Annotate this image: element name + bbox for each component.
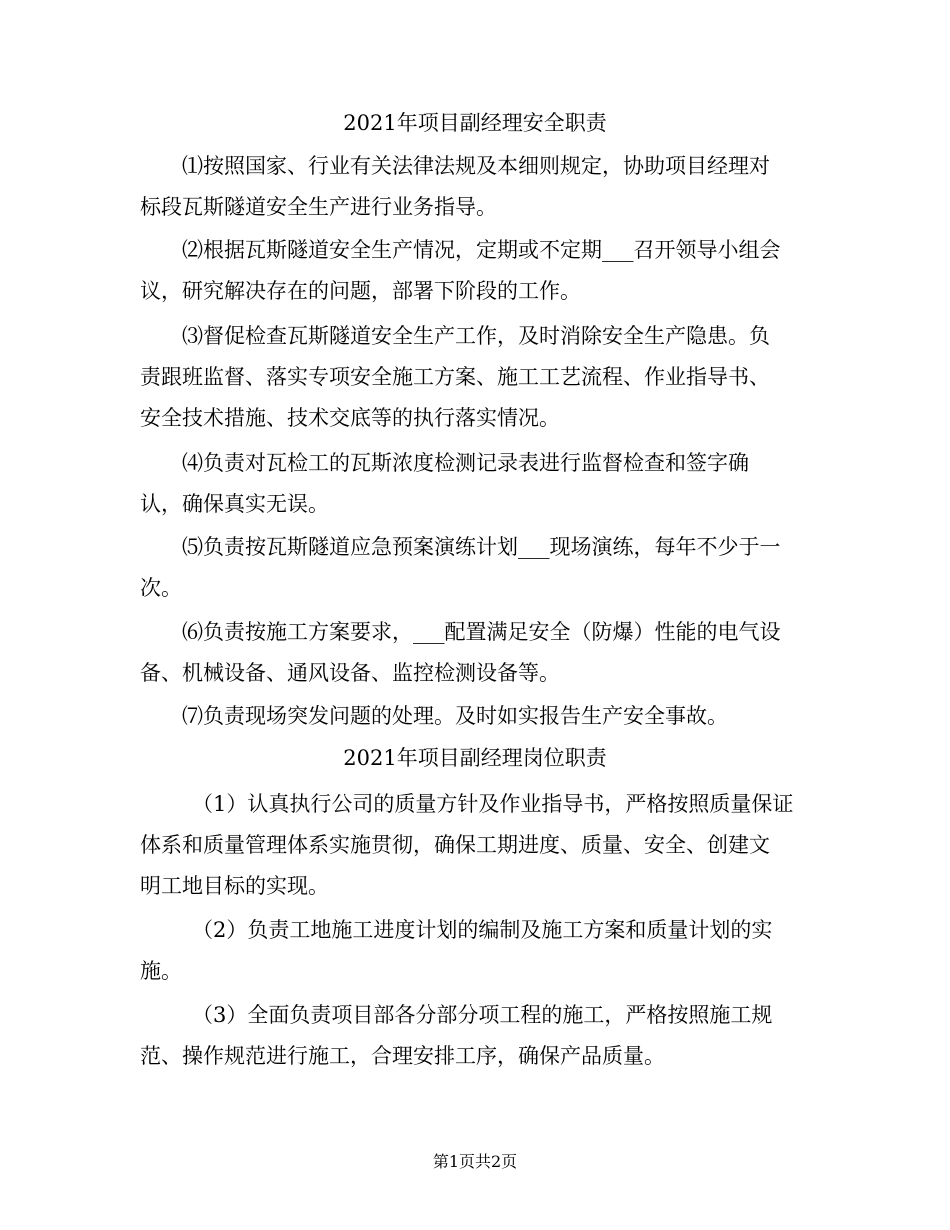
paragraph-line: 备、机械设备、通风设备、监控检测设备等。 [140, 661, 560, 685]
paragraph-line: 标段瓦斯隧道安全生产进行业务指导。 [140, 195, 497, 219]
section-2-title: 2021年项目副经理岗位职责 [343, 746, 607, 770]
paragraph-line: （3）全面负责项目部各分部分项工程的施工，严格按照施工规 [192, 1003, 773, 1027]
s1-paragraph-6 [140, 612, 820, 694]
s1-paragraph-5 [140, 527, 820, 609]
s1-paragraph-1 [140, 146, 820, 228]
paragraph-line: 明工地目标的实现。 [140, 874, 329, 898]
paragraph-line: ⑶督促检查瓦斯隧道安全生产工作，及时消除安全生产隐患。负 [182, 324, 770, 348]
paragraph-line: 安全技术措施、技术交底等的执行落实情况。 [140, 406, 560, 430]
page-number-footer: 第1页共2页 [432, 1152, 518, 1171]
s1-paragraph-7 [140, 696, 820, 737]
paragraph-line: 议，研究解决存在的问题，部署下阶段的工作。 [140, 279, 581, 303]
s1-paragraph-2 [140, 230, 820, 312]
s2-paragraph-1 [140, 784, 820, 907]
paragraph-line: 次。 [140, 576, 182, 600]
paragraph-line: 范、操作规范进行施工，合理安排工序，确保产品质量。 [140, 1044, 665, 1068]
s2-paragraph-3 [140, 995, 820, 1077]
paragraph-line: ⑺负责现场突发问题的处理。及时如实报告生产安全事故。 [182, 704, 728, 728]
s1-paragraph-4 [140, 443, 820, 525]
paragraph-line: ⑵根据瓦斯隧道安全生产情况，定期或不定期___召开领导小组会 [182, 238, 781, 262]
paragraph-line: 认，确保真实无误。 [140, 492, 329, 516]
paragraph-line: ⑸负责按瓦斯隧道应急预案演练计划___现场演练，每年不少于一 [182, 535, 781, 559]
paragraph-line: 体系和质量管理体系实施贯彻，确保工期进度、质量、安全、创建文 [140, 833, 770, 857]
paragraph-line: ⑷负责对瓦检工的瓦斯浓度检测记录表进行监督检查和签字确 [182, 451, 749, 475]
section-1-title: 2021年项目副经理安全职责 [343, 111, 607, 135]
paragraph-line: （1）认真执行公司的质量方针及作业指导书，严格按照质量保证 [192, 792, 794, 816]
paragraph-line: （2）负责工地施工进度计划的编制及施工方案和质量计划的实 [192, 918, 773, 942]
paragraph-line: ⑴按照国家、行业有关法律法规及本细则规定，协助项目经理对 [182, 154, 770, 178]
paragraph-line: 责跟班监督、落实专项安全施工方案、施工工艺流程、作业指导书、 [140, 365, 770, 389]
s2-paragraph-2 [140, 910, 820, 992]
paragraph-line: 施。 [140, 959, 182, 983]
s1-paragraph-3 [140, 316, 820, 439]
paragraph-line: ⑹负责按施工方案要求，___配置满足安全（防爆）性能的电气设 [182, 620, 781, 644]
